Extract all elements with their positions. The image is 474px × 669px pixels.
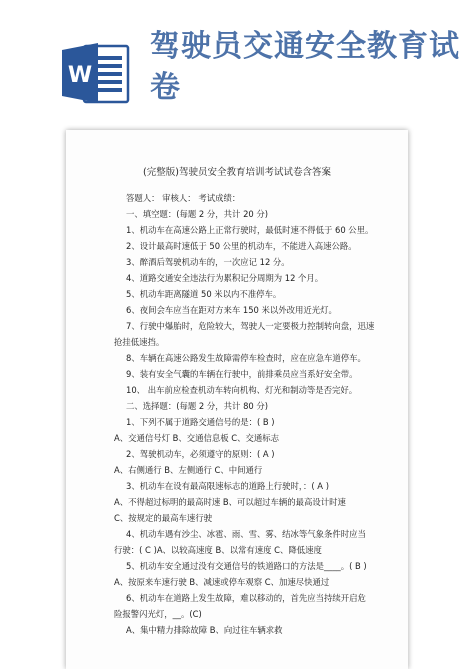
options-line: A、右侧通行 B、左侧通行 C、中间通行 xyxy=(114,465,263,475)
banner xyxy=(0,0,474,125)
options-line: C、按规定的最高车速行驶 xyxy=(114,513,212,523)
question-line: 5、机动车安全通过没有交通信号的铁道路口的方法是____。( B ) xyxy=(126,561,367,571)
question-line: 6、机动车在道路上发生故障，难以移动的，首先应当持续开启危 xyxy=(126,593,366,603)
banner-title: 驾驶员交通安全教育试卷 xyxy=(150,29,460,105)
section-heading: 二、选择题：(每题 2 分，共计 80 分) xyxy=(126,401,269,411)
word-doc-icon xyxy=(62,40,132,106)
question-line: 7、行驶中爆胎时，危险较大，驾驶人一定要极力控制转向盘，迅速 xyxy=(126,321,375,331)
options-line: A、集中精力排除故障 B、向过往车辆求救 xyxy=(126,625,283,635)
question-line: 8、车辆在高速公路发生故障需停车检查时，应在应急车道停车。 xyxy=(126,353,366,363)
question-line: 2、设计最高时速低于 50 公里的机动车，不能进入高速公路。 xyxy=(126,241,357,251)
question-line: 4、道路交通安全违法行为累积记分周期为 12 个月。 xyxy=(126,273,324,283)
options-line: A、按原来车速行驶 B、减速或停车观察 C、加速尽快通过 xyxy=(114,577,330,587)
question-line: 2、驾驶机动车，必须遵守的原则：( A ) xyxy=(126,449,275,459)
question-line-continued: 险报警闪光灯，__。(C) xyxy=(114,609,202,619)
question-line: 3、机动车在设有最高限速标志的道路上行驶时，：( A ) xyxy=(126,481,329,491)
options-line: 行驶：( C )A、以较高速度 B、以常有速度 C、降低速度 xyxy=(114,545,322,555)
respondent-line: 答题人： 审核人： 考试成绩： xyxy=(126,193,241,203)
question-line: 5、机动车距离隧道 50 米以内不准停车。 xyxy=(126,289,282,299)
question-line: 4、机动车遇有沙尘、冰雹、雨、雪、雾、结冰等气象条件时应当 xyxy=(126,529,366,539)
document-page xyxy=(66,130,408,669)
section-heading: 一、填空题：(每题 2 分，共计 20 分) xyxy=(126,209,269,219)
question-line: 9、装有安全气囊的车辆在行驶中，前排乘员应当系好安全带。 xyxy=(126,369,358,379)
options-line: A、不得超过标明的最高时速 B、可以超过车辆的最高设计时速 xyxy=(114,497,346,507)
question-line: 1、下列不属于道路交通信号的是：( B ) xyxy=(126,417,275,427)
question-line: 3、醉酒后驾驶机动车的，一次应记 12 分。 xyxy=(126,257,290,267)
document-title: (完整版)驾驶员安全教育培训考试试卷含答案 xyxy=(143,167,331,178)
question-line-continued: 抢挂低速挡。 xyxy=(114,337,165,347)
question-line: 10、 出车前应检查机动车转向机构、灯光和制动等是否完好。 xyxy=(126,385,358,395)
question-line: 1、机动车在高速公路上正常行驶时，最低时速不得低于 60 公里。 xyxy=(126,225,374,235)
svg-text:W: W xyxy=(67,63,93,88)
options-line: A、交通信号灯 B、交通信息板 C、交通标志 xyxy=(114,433,280,443)
question-line: 6、夜间会车应当在距对方来车 150 米以外改用近光灯。 xyxy=(126,305,337,315)
